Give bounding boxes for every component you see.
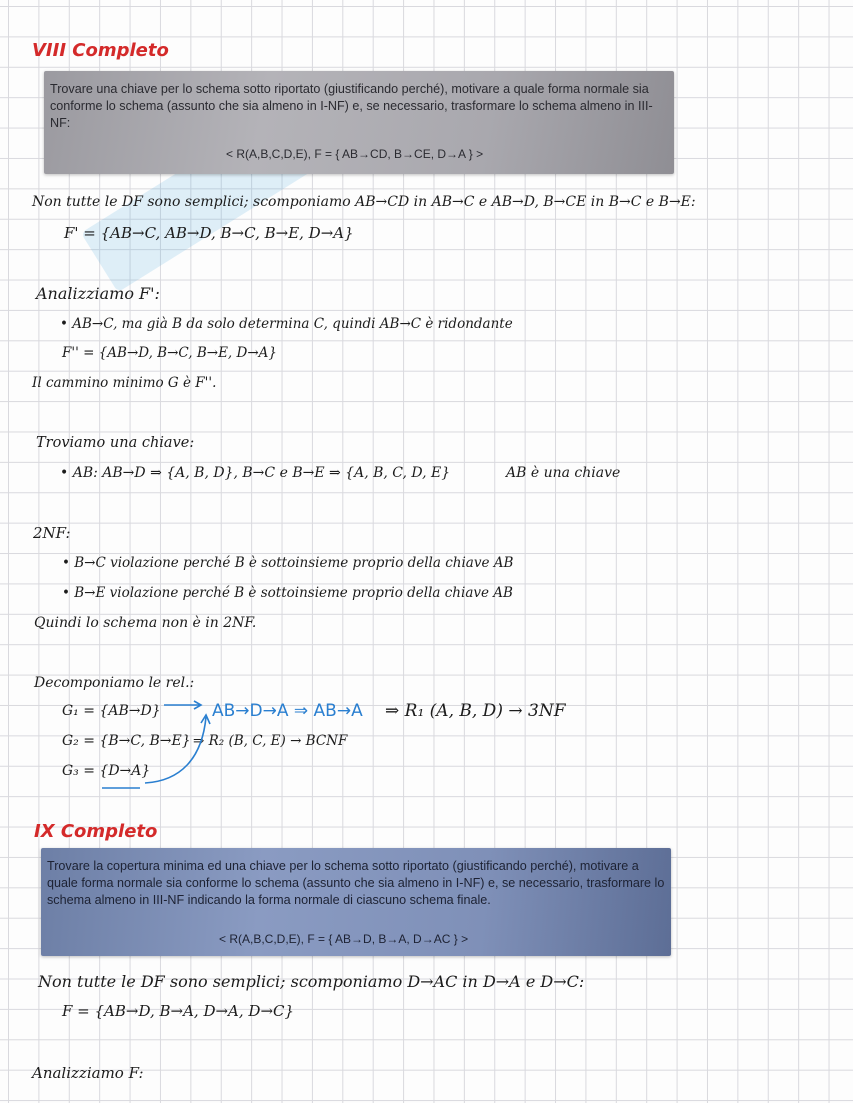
relation-result: ⇒ R₁ (A, B, D) → 3NF <box>385 701 566 721</box>
text-line: F'' = {AB→D, B→C, B→E, D→A} <box>62 345 277 361</box>
relation-result: ⇒ R₂ (B, C, E) → BCNF <box>193 733 348 749</box>
section-viii-title: VIII Completo <box>32 40 169 61</box>
text-line: F = {AB→D, B→A, D→A, D→C} <box>62 1002 295 1020</box>
text-line: G₂ = {B→C, B→E} <box>62 733 191 749</box>
text-line: • B→C violazione perché B è sottoinsieme proprio della chiave AB <box>62 555 514 571</box>
text-line: Non tutte le DF sono semplici; scomponiamo AB→CD in AB→C e AB→D, B→CE in B→C e B→E: <box>32 194 696 210</box>
text-line: Analizziamo F: <box>32 1064 144 1082</box>
text-line: AB è una chiave <box>506 465 621 481</box>
text-line: F' = {AB→C, AB→D, B→C, B→E, D→A} <box>64 224 354 242</box>
schema-formula-ix: < R(A,B,C,D,E), F = { AB→D, B→A, D→AC } > <box>219 932 469 946</box>
question-text-ix: Trovare la copertura minima ed una chiave per lo schema sotto riportato (giustificando perché), motivare a quale forma normale sia conforme lo schema (assunto che sia almeno in I-NF) e, se necessario, trasformare lo schema almeno in III-NF indicando la forma normale di ciascuno schema finale. <box>47 859 665 907</box>
schema-formula-viii: < R(A,B,C,D,E), F = { AB→CD, B→CE, D→A } > <box>226 147 484 161</box>
text-line: • AB→C, ma già B da solo determina C, quindi AB→C è ridondante <box>60 316 513 332</box>
text-line: G₃ = {D→A} <box>62 763 151 779</box>
text-line: • B→E violazione perché B è sottoinsieme proprio della chiave AB <box>62 585 513 601</box>
dependency-chain: AB→D→A ⇒ AB→A <box>212 701 363 721</box>
text-line: Non tutte le DF sono semplici; scomponiamo D→AC in D→A e D→C: <box>38 972 585 991</box>
section-ix-title: IX Completo <box>34 821 158 842</box>
text-line: Analizziamo F': <box>36 284 160 303</box>
text-line: 2NF: <box>33 524 71 542</box>
question-photo-viii <box>44 71 674 174</box>
text-line: G₁ = {AB→D} <box>62 703 161 719</box>
text-line: Decomponiamo le rel.: <box>34 675 195 691</box>
arrow-annotations <box>100 695 220 795</box>
text-line: Quindi lo schema non è in 2NF. <box>34 615 257 631</box>
question-text-viii: Trovare una chiave per lo schema sotto riportato (giustificando perché), motivare a quale forma normale sia conforme lo schema (assunto che sia almeno in I-NF) e, se necessario, trasformare lo schema almeno in III-NF: <box>50 82 653 130</box>
question-photo-ix <box>41 848 671 956</box>
text-line: Il cammino minimo G è F''. <box>32 375 217 391</box>
text-line: Troviamo una chiave: <box>36 435 195 451</box>
text-line: • AB: AB→D ⇒ {A, B, D}, B→C e B→E ⇒ {A, B, C, D, E} <box>60 465 451 481</box>
